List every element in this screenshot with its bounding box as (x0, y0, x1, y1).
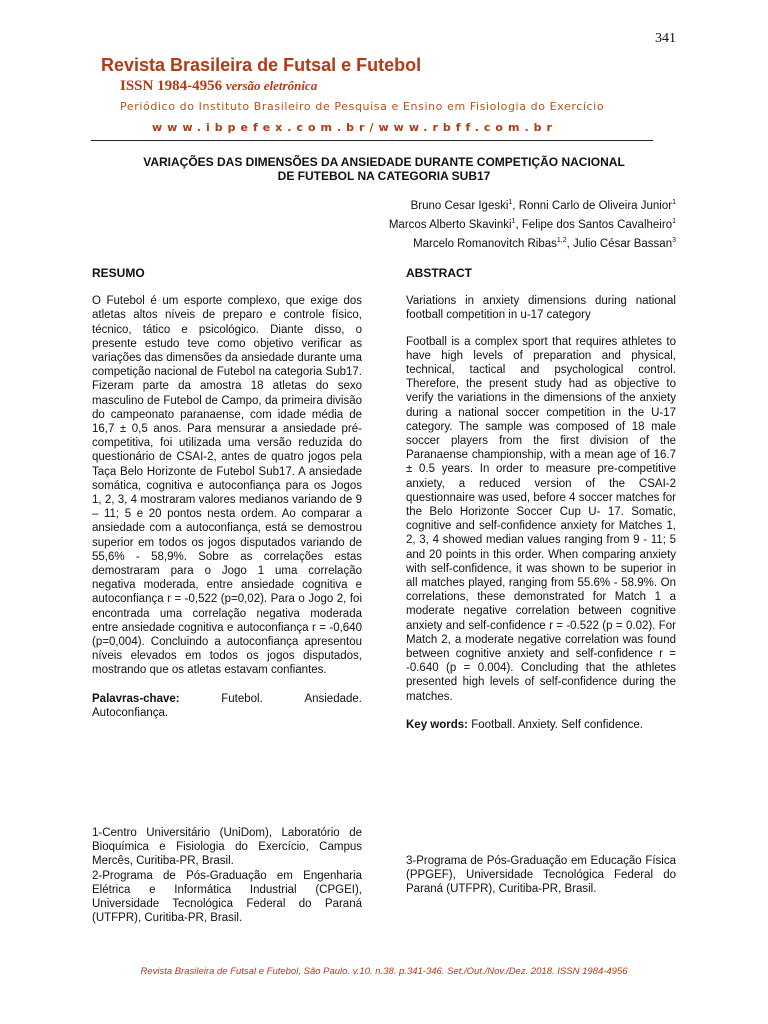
author-name: Marcelo Romanovitch Ribas (413, 237, 557, 250)
abstract-keywords-label: Key words: (406, 718, 468, 731)
affiliation-1: 1-Centro Universitário (UniDom), Laboratório de Bioquímica e Fisiologia do Exercício, Campus Mercês, Curitiba-PR, Brasil. (92, 827, 362, 868)
author-name: Ronni Carlo de Oliveira Junior (518, 199, 673, 212)
author-affiliation-mark: 1 (511, 217, 516, 225)
abstract-heading: ABSTRACT (406, 266, 472, 280)
resumo-body: O Futebol é um esporte complexo, que exige dos atletas altos níveis de preparo e controle físico, técnico, tático e psicológico. Diante disso, o presente estudo teve como objetivo verificar as variações das dimensões da ansiedade durante uma competição nacional de Futebol na categoria Sub17. Fizeram parte da amostra 18 atletas do sexo masculino de Futebol de Campo, da primeira divisão do campeonato paranaense, com idade média de 16,7 ± 0,5 anos. Para mensurar a ansiedade pré-competitiva, foi utilizada uma versão reduzida do questionário de CSAI-2, antes de quatro jogos pela Taça Belo Horizonte de Futebol Sub17. A ansiedade somática, cognitiva e autoconfiança para os Jogos 1, 2, 3, 4 mostraram valores medianos variando de 9 – 11; 5 e 20 pontos nesta ordem. Ao comparar a ansiedade com a autoconfiança, está se demostrou superior em todos os jogos disputados variando de 55,6% - 58,9%. Sobre as correlações estas demostraram para o Jogo 1 uma correlação negativa moderada, entre ansiedade cognitiva e autoconfiança r = -0,522 (p=0,02). Para o Jogo 2, foi encontrada uma correlação negativa moderada entre ansiedade cognitiva e autoconfiança r = -0,640 (p=0,004). Concluindo a autoconfiança apresentou níveis elevados em todos os jogos disputados, mostrando que os atletas estavam confiantes. (92, 295, 362, 677)
author-affiliation-mark: 1 (672, 199, 676, 206)
author-name: Julio César Bassan (573, 237, 673, 250)
article-title-line-2: DE FUTEBOL NA CATEGORIA SUB17 (277, 169, 491, 183)
resumo-heading: RESUMO (92, 266, 145, 280)
author-name: Felipe dos Santos Cavalheiro (521, 218, 673, 231)
resumo-keywords-row (92, 692, 362, 706)
footer-citation: Revista Brasileira de Futsal e Futebol, São Paulo. v.10. n.38. p.341-346. Set./Out./Nov./Dez. 2018. ISSN 1984-4956 (140, 966, 628, 977)
resumo-keywords (92, 692, 362, 720)
author-line: Marcelo Romanovitch Ribas$^{1,2}$, Julio César Bassan$^3$ (413, 236, 676, 250)
resumo-keywords-label: Palavras-chave: (92, 692, 180, 705)
affiliations-right (406, 854, 676, 897)
abstract-section (406, 266, 676, 732)
abstract-body: Football is a complex sport that requires athletes to have high levels of preparation and physical, technical, tactical and psychological control. Therefore, the present study had as objective to verify the variations in the dimensions of the anxiety during a national soccer competition in the U-17 category. The sample was composed of 18 male soccer players from the first division of the Paranaense championship, with a mean age of 16.7 ± 0.5 years. In order to measure pre-competitive anxiety, a reduced version of the CSAI-2 questionnaire was used, before 4 soccer matches for the Belo Horizonte Soccer Cup U- 17. Somatic, cognitive and self-confidence anxiety for Matches 1, 2, 3, 4 showed median values ranging from 9 - 11; 5 and 20 points in this order. When comparing anxiety with self-confidence, it was shown to be superior in all matches played, ranging from 55.6% - 58.9%. On correlations, these demonstrated for Match 1 a moderate negative correlation between cognitive anxiety and self-confidence r = -0.522 (p = 0.02). For Match 2, a moderate negative correlation was found between cognitive anxiety and self-confidence r = -0.640 (p = 0.004). Concluding that the athletes presented high levels of self-confidence during the matches. (406, 335, 676, 703)
affiliation-2: 2-Programa de Pós-Graduação em Engenharia Elétrica e Informática Industrial (CPGEI), Universidade Tecnológica Federal do Paraná (UTFPR), Curitiba-PR, Brasil. (92, 869, 362, 925)
abstract-keywords-text: Football. Anxiety. Self confidence. (471, 718, 643, 731)
author-affiliation-mark: 1 (508, 199, 513, 206)
author-affiliation-mark: 1,2 (556, 236, 567, 244)
author-list (389, 195, 676, 251)
abstract-keywords (406, 718, 676, 732)
author-name: Bruno Cesar Igeski (410, 199, 509, 212)
author-affiliation-mark: 1 (672, 217, 676, 225)
header-divider (91, 140, 653, 141)
affiliation-3: 3-Programa de Pós-Graduação em Educação Física (PPGEF), Universidade Tecnológica Federal do Paraná (UTFPR), Curitiba-PR, Brasil. (406, 855, 676, 896)
issn: ISSN 1984-4956 (120, 78, 223, 94)
affiliations-left (92, 826, 362, 925)
author-line: Bruno Cesar Igeski$^1$, Ronni Carlo de Oliveira Junior$^1$ (410, 199, 676, 212)
resumo-keyword: Ansiedade. (304, 692, 362, 705)
author-affiliation-mark: 3 (672, 236, 676, 244)
journal-title: Revista Brasileira de Futsal e Futebol (101, 55, 422, 75)
page-number: 341 (655, 31, 676, 46)
issn-version: versão eletrônica (225, 78, 318, 93)
article-title-line-1: VARIAÇÕES DAS DIMENSÕES DA ANSIEDADE DURANTE COMPETIÇÃO NACIONAL (143, 155, 625, 169)
abstract-title: Variations in anxiety dimensions during national football competition in u-17 category (406, 295, 676, 322)
resumo-section (92, 266, 362, 720)
institute-line: Periódico do Instituto Brasileiro de Pesquisa e Ensino em Fisiologia do Exercício (120, 100, 605, 113)
journal-urls: www.ibpefex.com.br/www.rbff.com.br (152, 121, 557, 134)
article-title (92, 155, 676, 183)
resumo-keyword: Futebol. (221, 692, 263, 705)
author-line: Marcos Alberto Skavinki$^1$, Felipe dos Santos Cavalheiro$^1$ (388, 217, 676, 231)
issn-line (120, 78, 317, 95)
resumo-keyword: Autoconfiança. (92, 706, 169, 719)
author-name: Marcos Alberto Skavinki (388, 218, 512, 231)
